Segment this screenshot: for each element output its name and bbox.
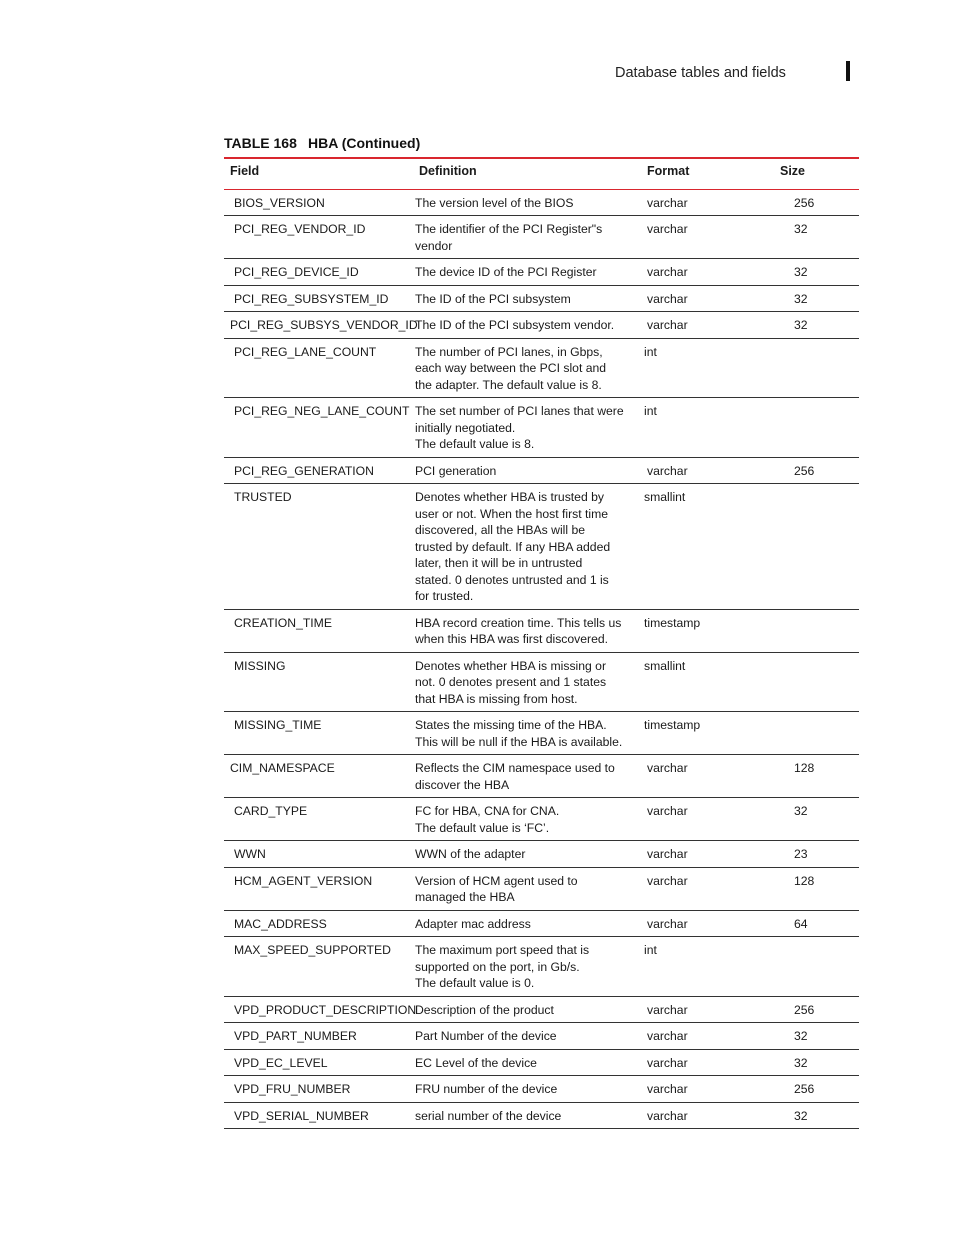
cell-size: 32 [774, 1023, 859, 1050]
table-row [224, 996, 859, 1023]
cell-field: HCM_AGENT_VERSION [224, 867, 413, 910]
cell-format: varchar [641, 216, 774, 259]
cell-definition: EC Level of the device [413, 1049, 641, 1076]
cell-field: VPD_SERIAL_NUMBER [224, 1102, 413, 1129]
table-header-row [224, 158, 859, 189]
table-row [224, 189, 859, 216]
cell-definition: The set number of PCI lanes that were initially negotiated. The default value is 8. [413, 398, 641, 458]
cell-format: varchar [641, 285, 774, 312]
cell-size [774, 652, 859, 712]
cell-definition: The number of PCI lanes, in Gbps, each way between the PCI slot and the adapter. The default value is 8. [413, 338, 641, 398]
cell-size: 256 [774, 189, 859, 216]
column-header-field: Field [224, 158, 413, 189]
cell-field: MAC_ADDRESS [224, 910, 413, 937]
cell-definition: HBA record creation time. This tells us when this HBA was first discovered. [413, 609, 641, 652]
cell-size [774, 937, 859, 997]
cell-definition: The ID of the PCI subsystem [413, 285, 641, 312]
cell-field: PCI_REG_DEVICE_ID [224, 259, 413, 286]
cell-field: PCI_REG_GENERATION [224, 457, 413, 484]
table-row [224, 798, 859, 841]
cell-format: varchar [641, 841, 774, 868]
cell-definition: FC for HBA, CNA for CNA. The default value is ‘FC’. [413, 798, 641, 841]
cell-size: 64 [774, 910, 859, 937]
cell-field: MISSING_TIME [224, 712, 413, 755]
cell-format: varchar [641, 996, 774, 1023]
cell-definition: Description of the product [413, 996, 641, 1023]
table-row [224, 1023, 859, 1050]
cell-format: varchar [641, 312, 774, 339]
cell-format: varchar [641, 1076, 774, 1103]
cell-field: PCI_REG_NEG_LANE_COUNT [224, 398, 413, 458]
cell-field: PCI_REG_VENDOR_ID [224, 216, 413, 259]
cell-format: smallint [641, 484, 774, 610]
header-marker-bar [846, 61, 850, 81]
column-header-size: Size [774, 158, 859, 189]
cell-size: 256 [774, 996, 859, 1023]
cell-size: 32 [774, 798, 859, 841]
cell-size [774, 712, 859, 755]
table-row [224, 910, 859, 937]
cell-field: TRUSTED [224, 484, 413, 610]
table-body [224, 189, 859, 1129]
cell-format: timestamp [641, 712, 774, 755]
cell-size [774, 609, 859, 652]
cell-format: int [641, 338, 774, 398]
cell-definition: The identifier of the PCI Register"s vendor [413, 216, 641, 259]
cell-field: CREATION_TIME [224, 609, 413, 652]
cell-definition: Denotes whether HBA is missing or not. 0 denotes present and 1 states that HBA is missing from host. [413, 652, 641, 712]
cell-size: 23 [774, 841, 859, 868]
cell-format: varchar [641, 798, 774, 841]
cell-format: varchar [641, 457, 774, 484]
cell-format: varchar [641, 189, 774, 216]
cell-size: 32 [774, 312, 859, 339]
table-row [224, 484, 859, 610]
table-row [224, 216, 859, 259]
cell-format: varchar [641, 259, 774, 286]
column-header-definition: Definition [413, 158, 641, 189]
cell-field: VPD_EC_LEVEL [224, 1049, 413, 1076]
cell-field: PCI_REG_SUBSYS_VENDOR_ID [224, 312, 413, 339]
cell-field: MAX_SPEED_SUPPORTED [224, 937, 413, 997]
table-row [224, 841, 859, 868]
table-row [224, 867, 859, 910]
cell-definition: The maximum port speed that is supported on the port, in Gb/s. The default value is 0. [413, 937, 641, 997]
cell-definition: FRU number of the device [413, 1076, 641, 1103]
cell-definition: serial number of the device [413, 1102, 641, 1129]
cell-size: 256 [774, 457, 859, 484]
table-row [224, 937, 859, 997]
table-row [224, 755, 859, 798]
cell-field: PCI_REG_SUBSYSTEM_ID [224, 285, 413, 312]
table-row [224, 259, 859, 286]
cell-format: varchar [641, 1102, 774, 1129]
cell-format: varchar [641, 910, 774, 937]
cell-format: varchar [641, 1023, 774, 1050]
cell-field: CARD_TYPE [224, 798, 413, 841]
cell-size [774, 484, 859, 610]
cell-size: 128 [774, 755, 859, 798]
table-row [224, 398, 859, 458]
cell-field: MISSING [224, 652, 413, 712]
table-row [224, 285, 859, 312]
cell-field: BIOS_VERSION [224, 189, 413, 216]
table-row [224, 457, 859, 484]
cell-definition: The version level of the BIOS [413, 189, 641, 216]
cell-size [774, 398, 859, 458]
column-header-format: Format [641, 158, 774, 189]
table-row [224, 1049, 859, 1076]
cell-field: CIM_NAMESPACE [224, 755, 413, 798]
cell-definition: Part Number of the device [413, 1023, 641, 1050]
cell-format: int [641, 398, 774, 458]
cell-definition: Denotes whether HBA is trusted by user or not. When the host first time discovered, all the HBAs will be trusted by default. If any HBA added later, then it will be in untrusted stated. 0 denotes untrusted and 1 is for trusted. [413, 484, 641, 610]
hba-table [224, 157, 859, 1129]
cell-size: 32 [774, 1102, 859, 1129]
table-row [224, 712, 859, 755]
cell-field: VPD_PRODUCT_DESCRIPTION [224, 996, 413, 1023]
cell-field: PCI_REG_LANE_COUNT [224, 338, 413, 398]
table-row [224, 1102, 859, 1129]
table-row [224, 312, 859, 339]
table-row [224, 609, 859, 652]
cell-size: 32 [774, 216, 859, 259]
cell-format: varchar [641, 1049, 774, 1076]
cell-definition: States the missing time of the HBA. This will be null if the HBA is available. [413, 712, 641, 755]
cell-size: 128 [774, 867, 859, 910]
cell-format: timestamp [641, 609, 774, 652]
cell-definition: The device ID of the PCI Register [413, 259, 641, 286]
cell-definition: The ID of the PCI subsystem vendor. [413, 312, 641, 339]
table-title: HBA (Continued) [308, 135, 421, 151]
cell-size: 32 [774, 285, 859, 312]
cell-size [774, 338, 859, 398]
cell-definition: Adapter mac address [413, 910, 641, 937]
table-row [224, 652, 859, 712]
cell-size: 32 [774, 259, 859, 286]
table-row [224, 338, 859, 398]
cell-definition: Version of HCM agent used to managed the HBA [413, 867, 641, 910]
cell-format: varchar [641, 867, 774, 910]
table-caption [224, 135, 420, 151]
cell-format: int [641, 937, 774, 997]
table-row [224, 1076, 859, 1103]
cell-definition: PCI generation [413, 457, 641, 484]
cell-field: VPD_FRU_NUMBER [224, 1076, 413, 1103]
cell-format: varchar [641, 755, 774, 798]
cell-field: VPD_PART_NUMBER [224, 1023, 413, 1050]
cell-definition: WWN of the adapter [413, 841, 641, 868]
cell-field: WWN [224, 841, 413, 868]
page-header-title: Database tables and fields [615, 65, 786, 81]
cell-format: smallint [641, 652, 774, 712]
cell-definition: Reflects the CIM namespace used to discover the HBA [413, 755, 641, 798]
cell-size: 32 [774, 1049, 859, 1076]
table-number: TABLE 168 [224, 135, 297, 151]
cell-size: 256 [774, 1076, 859, 1103]
